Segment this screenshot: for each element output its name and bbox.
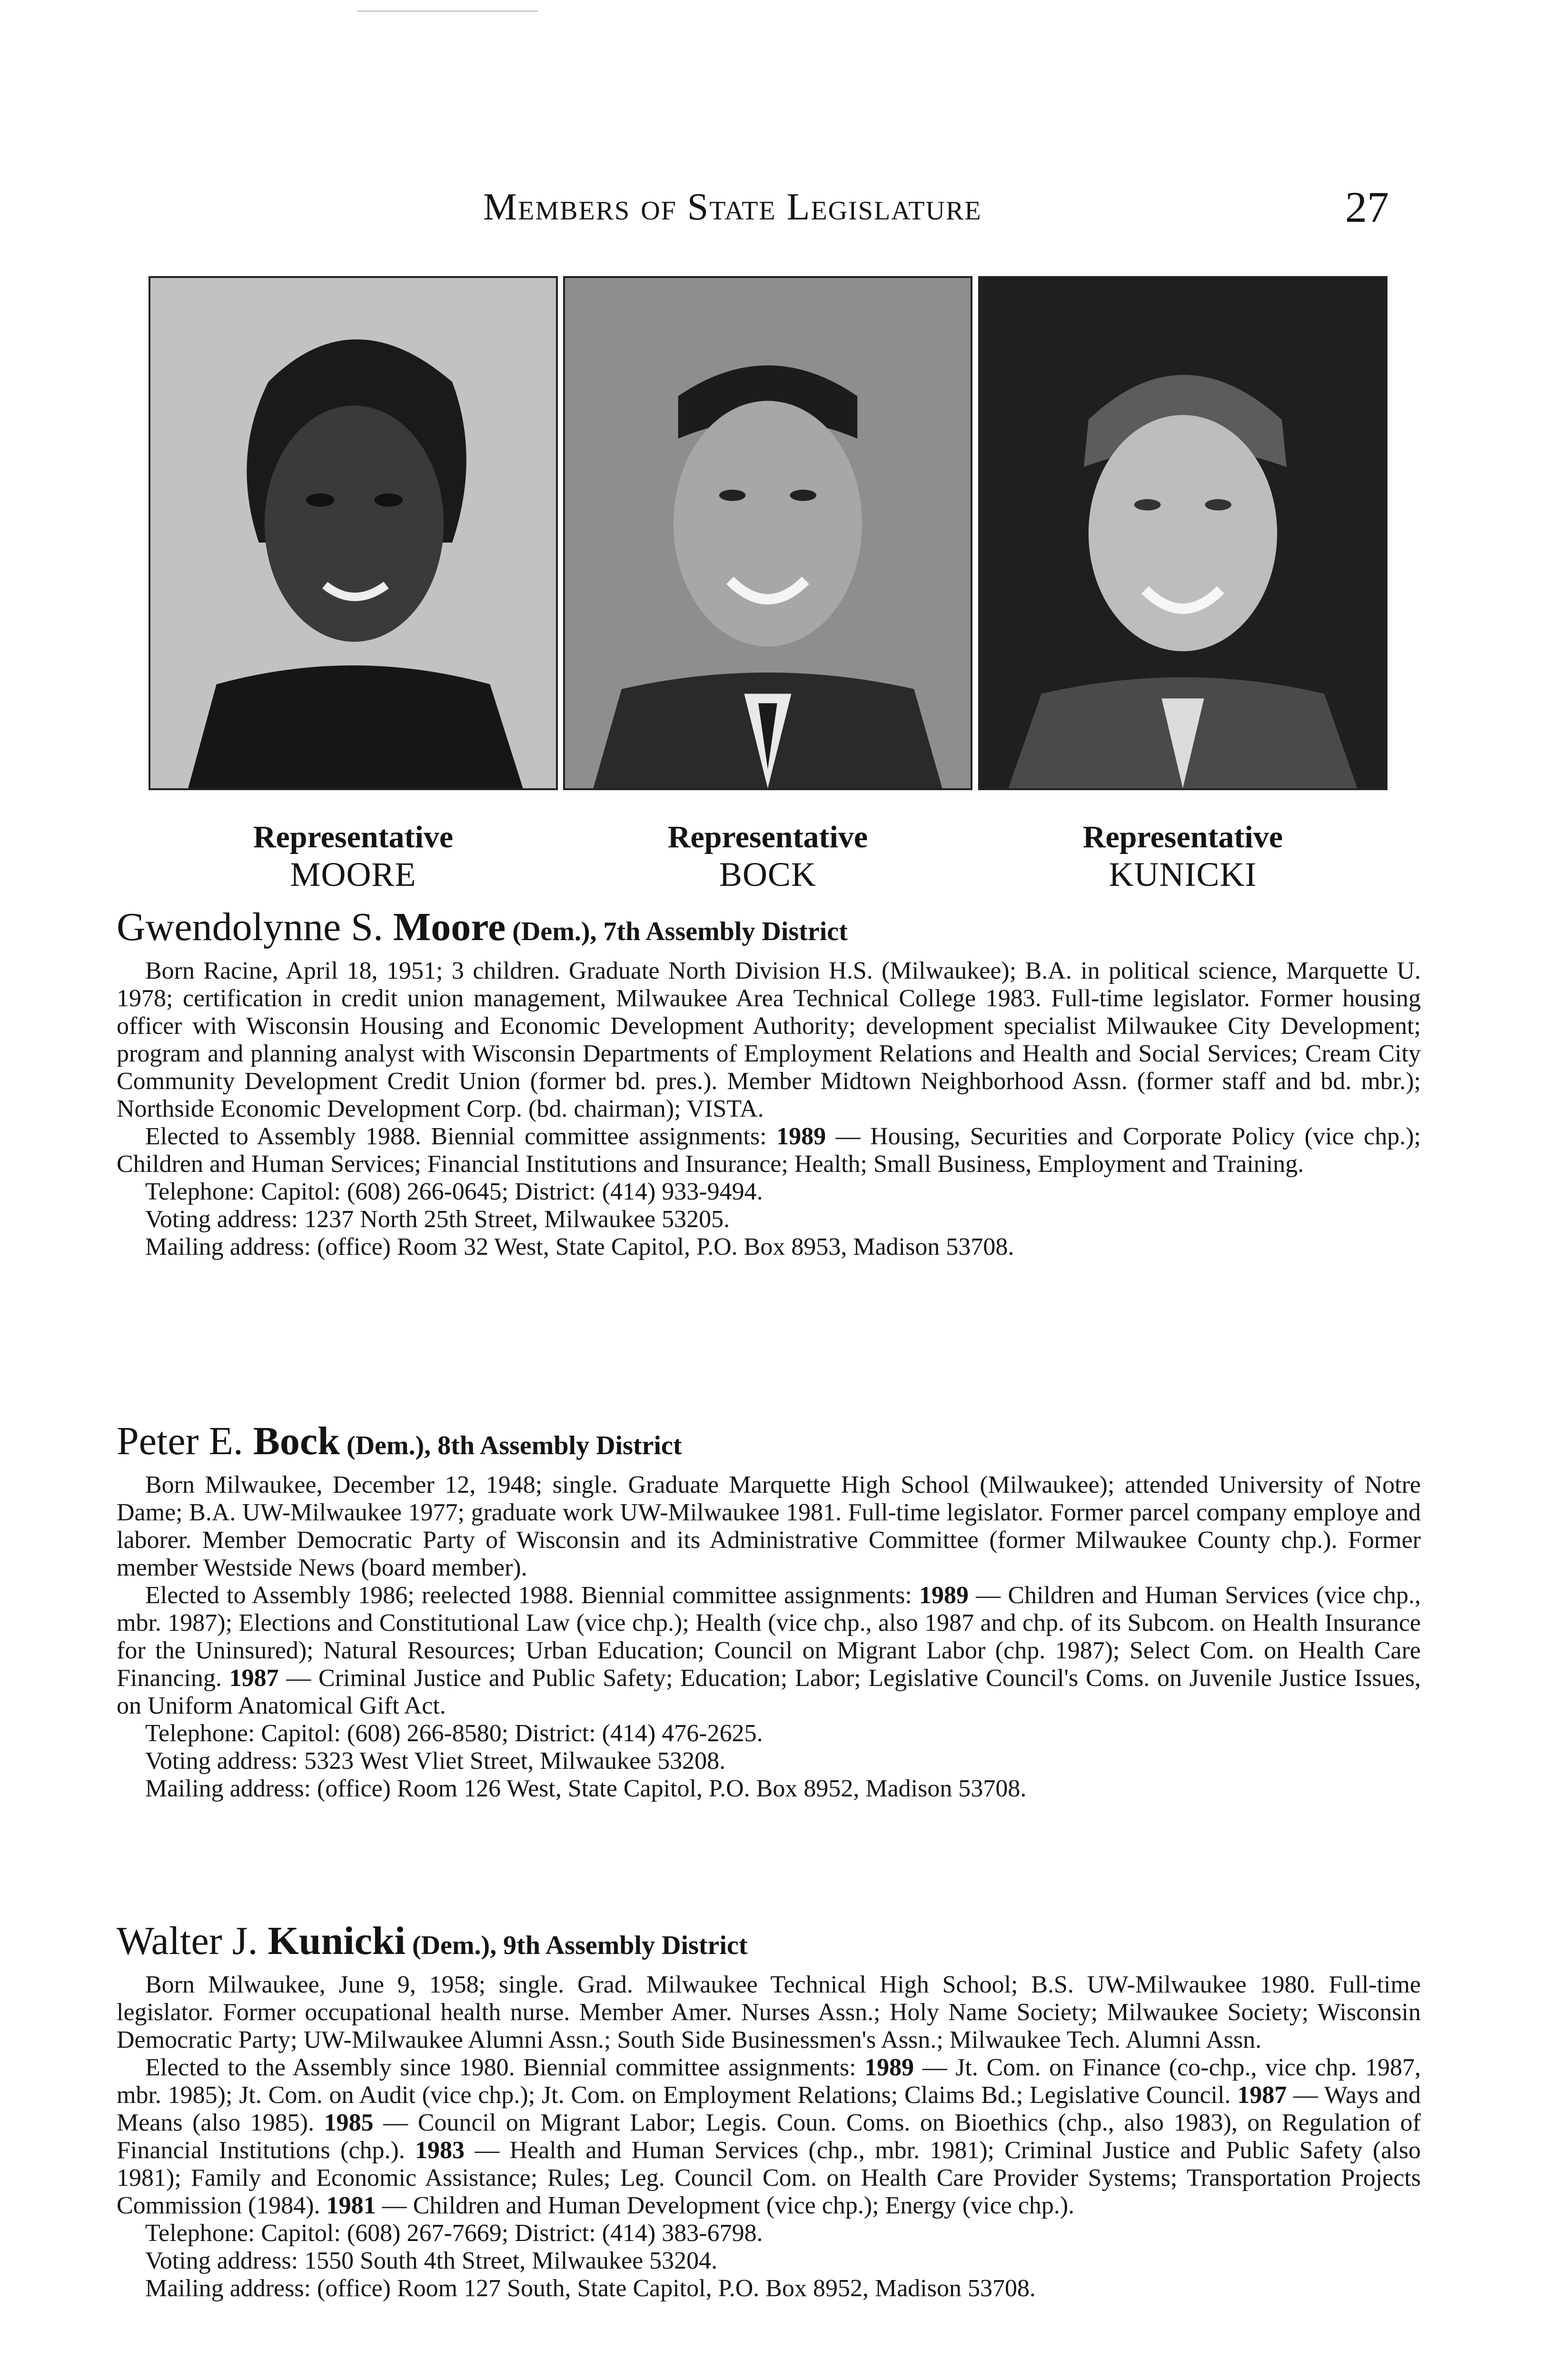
voting-address: Voting address: 1237 North 25th Street, Milwaukee 53205. xyxy=(145,1206,730,1233)
portrait-kunicki xyxy=(978,276,1387,790)
voting-address: Voting address: 5323 West Vliet Street, Milwaukee 53208. xyxy=(145,1747,726,1775)
bio-heading xyxy=(117,1918,1421,1968)
given-name: Peter E. xyxy=(117,1419,253,1463)
portrait-moore xyxy=(149,276,558,790)
given-name: Gwendolynne S. xyxy=(117,905,393,949)
page-number: 27 xyxy=(1345,183,1389,231)
caption-kunicki xyxy=(978,819,1387,893)
bio-heading xyxy=(117,904,1421,954)
surname: Bock xyxy=(253,1419,340,1463)
caption-name: BOCK xyxy=(719,855,817,893)
mailing-address: Mailing address: (office) Room 126 West, State Capitol, P.O. Box 8952, Madison 53708. xyxy=(145,1775,1027,1802)
caption-title: Representative xyxy=(667,820,868,854)
portrait-row xyxy=(0,276,1546,790)
telephone: Telephone: Capitol: (608) 266-0645; District: (414) 933-9494. xyxy=(145,1178,763,1205)
caption-name: KUNICKI xyxy=(1109,855,1257,893)
caption-title: Representative xyxy=(1082,820,1283,854)
committee-assignments: Elected to Assembly 1988. Biennial committee assignments: 1989 — Housing, Securities and Corporate Policy (vice chp.); Children and Human Services; Financial Institutions and Insurance; Health; Small Business, Employment and Training. xyxy=(117,1123,1421,1178)
scan-artifact-rule xyxy=(357,10,538,12)
committee-assignments: Elected to the Assembly since 1980. Biennial committee assignments: 1989 — Jt. Com. on Finance (co-chp., vice chp. 1987, mbr. 1985); Jt. Com. on Audit (vice chp.); Jt. Com. on Employment Relations; Claims Bd.; Legislative Council. 1987 — Ways and Means (also 1985). 1985 — Council on Migrant Labor; Legis. Coun. Coms. on Bioethics (chp., also 1983), on Regulation of Financial Institutions (chp.). 1983 — Health and Human Services (chp., mbr. 1981); Criminal Justice and Public Safety (also 1981); Family and Economic Assistance; Rules; Leg. Council Com. on Health Care Provider Systems; Transportation Projects Commission (1984). 1981 — Children and Human Development (vice chp.); Energy (vice chp.). xyxy=(117,2054,1421,2219)
caption-bock xyxy=(563,819,972,893)
portrait-bock xyxy=(563,276,972,790)
page-header xyxy=(0,183,1546,243)
party-district: (Dem.), 9th Assembly District xyxy=(405,1931,748,1960)
committee-assignments: Elected to Assembly 1986; reelected 1988. Biennial committee assignments: 1989 — Children and Human Services (vice chp., mbr. 1987); Elections and Constitutional Law (vice chp.); Health (vice chp., also 1987 and chp. of its Subcom. on Health Insurance for the Uninsured); Natural Resources; Urban Education; Council on Migrant Labor (chp. 1987); Select Com. on Health Care Financing. 1987 — Criminal Justice and Public Safety; Education; Labor; Legislative Council's Coms. on Juvenile Justice Issues, on Uniform Anatomical Gift Act. xyxy=(117,1582,1421,1719)
mailing-address: Mailing address: (office) Room 32 West, State Capitol, P.O. Box 8953, Madison 53708. xyxy=(145,1233,1014,1260)
biography-kunicki xyxy=(117,1918,1421,2302)
bio-paragraph: Born Racine, April 18, 1951; 3 children. Graduate North Division H.S. (Milwaukee); B.A. in political science, Marquette U. 1978; certification in credit union management, Milwaukee Area Technical College 1983. Full-time legislator. Former housing officer with Wisconsin Housing and Economic Development Authority; development specialist Milwaukee City Development; program and planning analyst with Wisconsin Departments of Employment Relations and Health and Social Services; Cream City Community Development Credit Union (former bd. pres.). Member Midtown Neighborhood Assn. (former staff and bd. mbr.); Northside Economic Development Corp. (bd. chairman); VISTA. xyxy=(117,957,1421,1122)
caption-title: Representative xyxy=(253,820,454,854)
given-name: Walter J. xyxy=(117,1919,268,1963)
caption-moore xyxy=(149,819,558,893)
running-head: Members of State Legislature xyxy=(483,186,982,228)
bio-paragraph: Born Milwaukee, June 9, 1958; single. Grad. Milwaukee Technical High School; B.S. UW-Milwaukee 1980. Full-time legislator. Former occupational health nurse. Member Amer. Nurses Assn.; Holy Name Society; Milwaukee Society; Wisconsin Democratic Party; UW-Milwaukee Alumni Assn.; South Side Businessmen's Assn.; Milwaukee Tech. Alumni Assn. xyxy=(117,1971,1421,2053)
biography-bock xyxy=(117,1418,1421,1803)
caption-name: MOORE xyxy=(290,855,416,893)
party-district: (Dem.), 8th Assembly District xyxy=(339,1431,682,1460)
bio-heading xyxy=(117,1418,1421,1468)
party-district: (Dem.), 7th Assembly District xyxy=(505,917,848,946)
biography-moore xyxy=(117,904,1421,1261)
mailing-address: Mailing address: (office) Room 127 South, State Capitol, P.O. Box 8952, Madison 53708. xyxy=(145,2275,1036,2302)
telephone: Telephone: Capitol: (608) 267-7669; District: (414) 383-6798. xyxy=(145,2220,763,2247)
bio-paragraph: Born Milwaukee, December 12, 1948; single. Graduate Marquette High School (Milwaukee); attended University of Notre Dame; B.A. UW-Milwaukee 1977; graduate work UW-Milwaukee 1981. Full-time legislator. Former parcel company employe and laborer. Member Democratic Party of Wisconsin and its Administrative Committee (former Milwaukee County chp.). Former member Westside News (board member). xyxy=(117,1471,1421,1581)
telephone: Telephone: Capitol: (608) 266-8580; District: (414) 476-2625. xyxy=(145,1720,763,1747)
voting-address: Voting address: 1550 South 4th Street, Milwaukee 53204. xyxy=(145,2247,718,2274)
surname: Kunicki xyxy=(268,1919,406,1963)
surname: Moore xyxy=(393,905,506,949)
